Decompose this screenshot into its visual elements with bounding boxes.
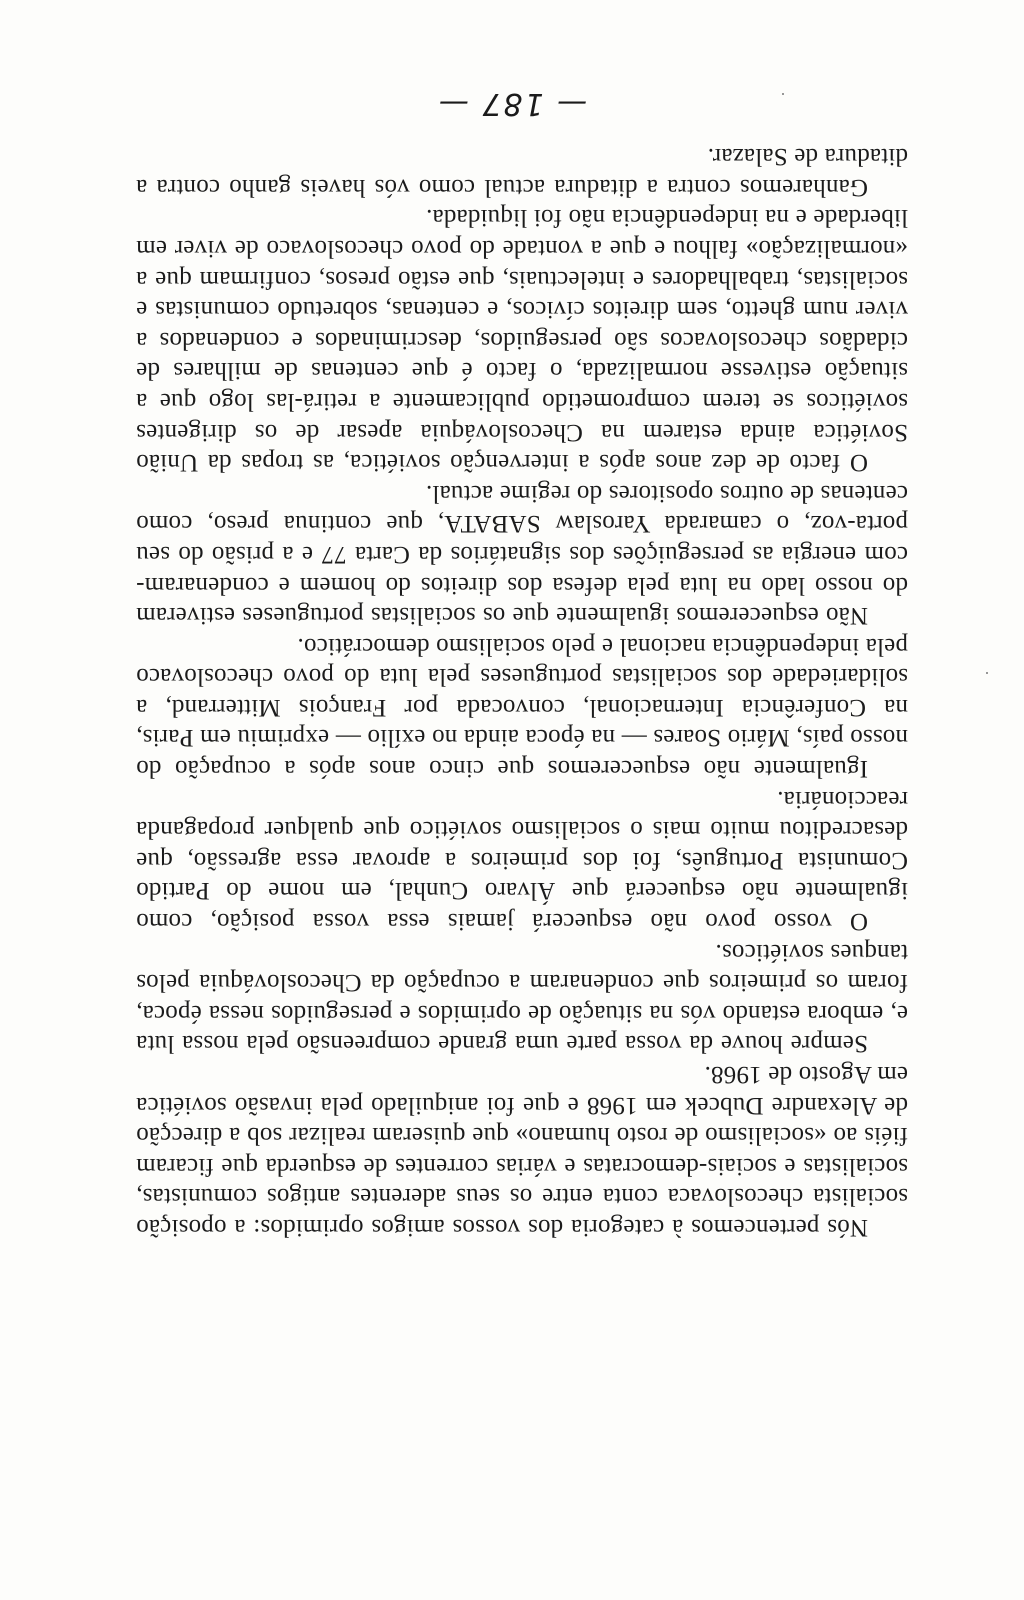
scan-speck — [986, 672, 988, 674]
paragraph-3: O vosso povo não esquecerá jamais essa vossa posição, como igualmente não esquecerá que Álvaro Cunhal, em nome do Partido Comunista Português, foi dos primeiros a aprovar essa agressão, que desacreditou muito mais o socialismo soviético que qualquer propaganda reaccionária. — [136, 785, 908, 936]
scan-speck — [782, 93, 784, 95]
paragraph-5: Não esqueceremos igualmente que os socialistas portugueses estiveram do nosso lado na luta pela defesa dos direitos do homem e condenaram-com energia as perseguições dos signatários da Carta 77 e a prisão do seu porta-voz, o camarada Yaroslaw SABATA, que continua preso, como centenas de outros opositores do regime actual. — [136, 479, 908, 630]
paragraph-2: Sempre houve da vossa parte uma grande compreensão pela nossa luta e, embora estando vós na situação de oprimidos e perseguidos nessa época, foram os primeiros que condenaram a ocupação da Checoslováquia pelos tanques soviéticos. — [136, 938, 908, 1058]
paragraph-7: Ganharemos contra a ditadura actual como vós haveis ganho contra a ditadura de Salazar. — [136, 143, 908, 201]
paragraph-6: O facto de dez anos após a intervenção soviética, as tropas da União Soviética ainda estarem na Checoslováquia apesar de os dirigentes soviéticos se terem comprometido publicamente a retirá-las logo que a situação estivesse normalizada, o facto é que centenas de milhares de cidadãos checoslovacos são perseguidos, descriminados e condenados a viver num ghetto, sem direitos cívicos, e centenas, sobretudo comunistas e socialistas, trabalhadores e intelectuais, que estão presos, confirmam que a «normalização» falhou e que a vontade do povo checoslovaco de viver em liberdade e na independência não foi liquidada. — [136, 204, 908, 477]
paragraph-4: Igualmente não esqueceremos que cinco anos após a ocupação do nosso país, Mário Soares — na época ainda no exílio — exprimiu em Paris, na Conferência Internacional, convocada por François Mitterrand, a solidariedade dos socialistas portugueses pela luta do povo checoslovaco pela independência nacional e pelo socialismo democrático. — [136, 632, 908, 783]
paragraph-1: Nós pertencemos à categoria dos vossos amigos oprimidos: a oposição socialista checoslovaca conta entre os seus aderentes antigos comunistas, socialistas e sociais-democratas e várias correntes de esquerda que ficaram fiéis ao «socialismo de rosto humano» que quiseram realizar sob a direcção de Alexandre Dubcek em 1968 e que foi aniquilado pela invasão soviética em Agosto de 1968. — [136, 1061, 908, 1241]
page-number: — 187 — — [436, 86, 588, 121]
body-text — [136, 141, 908, 1242]
